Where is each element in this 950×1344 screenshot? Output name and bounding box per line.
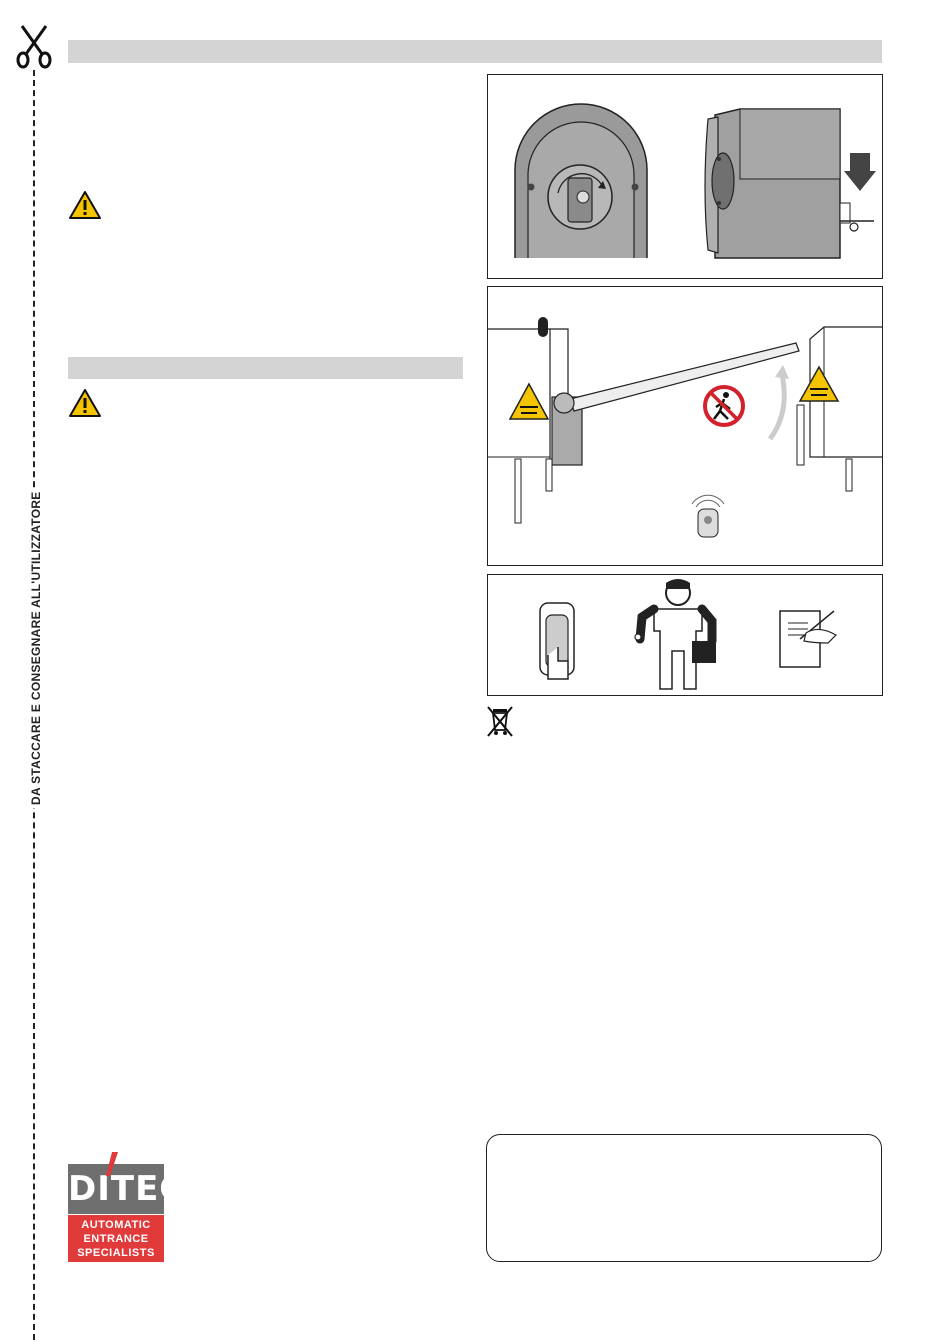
figure-barrier-scene — [487, 286, 883, 566]
figure-maintenance — [487, 574, 883, 696]
hand-control-icon — [540, 603, 574, 679]
no-pedestrian-sign — [705, 387, 743, 425]
crush-warning-sign-left — [510, 384, 548, 419]
logo-brand: DITEC — [68, 1164, 164, 1214]
logo-tagline: AUTOMATIC ENTRANCE SPECIALISTS — [68, 1215, 164, 1262]
flashing-lamp — [538, 317, 548, 337]
note-box — [486, 1134, 882, 1262]
scissors-icon — [14, 22, 54, 70]
section-header-bar — [68, 40, 882, 63]
ditec-logo — [68, 1152, 186, 1262]
subsection-header-bar — [68, 357, 463, 379]
logo-accent-mark — [106, 1152, 118, 1176]
remote-control — [692, 495, 724, 537]
cut-instruction-text: DA STACCARE E CONSEGNARE ALL'UTILIZZATORE — [29, 488, 43, 808]
cabinet-side-illustration — [705, 109, 876, 258]
warning-triangle-icon — [68, 190, 102, 220]
boom-arm — [570, 343, 799, 411]
crossed-bin-icon — [485, 704, 515, 738]
cabinet-front-illustration — [515, 104, 647, 258]
document-sign-icon — [780, 611, 836, 667]
crush-warning-sign-right — [800, 367, 838, 401]
figure-manual-release — [487, 74, 883, 279]
technician-icon — [635, 579, 716, 689]
warning-triangle-icon — [68, 388, 102, 418]
